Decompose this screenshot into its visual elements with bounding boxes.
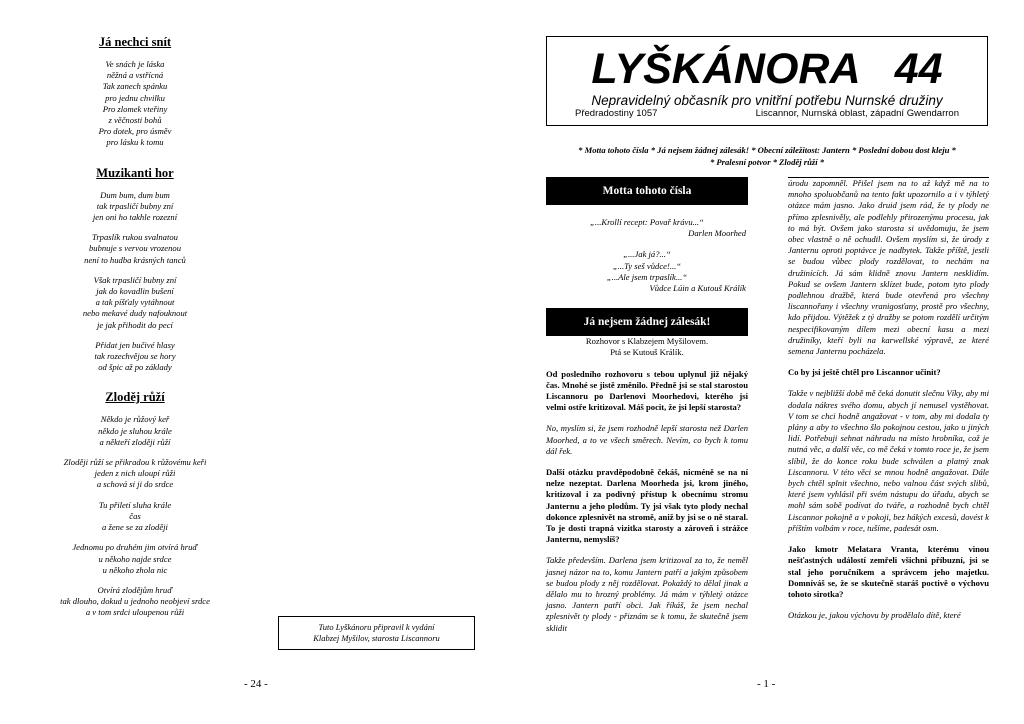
poem-line: tak rozechvějou se hory xyxy=(94,351,176,362)
quote-author: Darlen Moorhed xyxy=(688,228,746,239)
quote-line: „...Krollí recept: Povař krávu...“ xyxy=(590,217,704,227)
credit-line: Klabzej Myšilov, starosta Liscannoru xyxy=(313,633,440,643)
interview-question: Jako kmotr Melatara Vranta, kterému vinou nešťastných událostí zemřeli všichni příbuzní, jsi se stal jeho poručníkem a správcem jeho majetku. Domníváš se, že se skutečně staráš poctivě o výchovu tohoto sirotka? xyxy=(788,544,989,599)
motto-quote-2 xyxy=(546,249,748,294)
poem-line: a v tom srdci uloupenou růži xyxy=(85,607,185,618)
interview-heading: Já nejsem žádnej zálesák! xyxy=(546,308,748,336)
contents-line xyxy=(546,145,988,168)
poem-stanza xyxy=(40,275,230,331)
poem-title: Zloděj růží xyxy=(105,390,165,405)
poem-line: Pro dotek, pro úsměv xyxy=(98,126,172,137)
poem-line: jeden z nich uloupí růži xyxy=(94,468,176,479)
poem-line: a tak píšťaly vytáhnout xyxy=(95,297,175,308)
editor-credit-box xyxy=(278,616,475,650)
interview-answer: No, myslím si, že jsem rozhodně lepší starosta než Darlen Moorhed, a to ve všech směrech. Nevím, co bych k tomu dál řek. xyxy=(546,423,748,456)
poem-line: Někdo je růžový keř xyxy=(100,414,170,425)
poem-stanza xyxy=(40,585,230,619)
quote-line: „...Jak já?...“ xyxy=(623,249,671,260)
poem-line: bubnuje s vervou vrozenou xyxy=(88,243,182,254)
poem xyxy=(40,34,230,149)
interview-answer: Takže především. Darlena jsem kritizoval za to, že neměl jasnej názor na to, komu Jantern patří a jakým způsobem se budou plody z něj rozdělovat. Pokaždý to dělal jinak a dělalo mu to hrozný problémy. Já mám v týhletý otázce jasno. Jantern patří obci. Jak říkáš, že jsem nechal zplesnivět ty plody - přiznám se k tomu, že skutečně jsem sklidit xyxy=(546,555,748,633)
poem-line: a schová si ji do srdce xyxy=(96,479,174,490)
poem-stanza xyxy=(40,414,230,448)
quote-line: „...Ty seš vůdce!...“ xyxy=(612,260,682,271)
poem-line: někdo je sluhou krále xyxy=(98,425,172,436)
poem-line: tak trpasličí bubny zní xyxy=(96,200,174,211)
interview-question: Co by jsi ještě chtěl pro Liscannor učinit? xyxy=(788,367,941,378)
credit-line: Tuto Lyškánoru připravil k vydání xyxy=(318,622,435,632)
masthead xyxy=(546,36,988,126)
poem-line: a někteří zloději růží xyxy=(99,436,171,447)
poem-line: Však trpasličí bubny zní xyxy=(93,274,177,285)
quote-line: „...Ale jsem trpaslík...“ xyxy=(606,271,688,282)
poem-stanza xyxy=(40,340,230,374)
poem-line: od špic až po základy xyxy=(98,362,172,373)
poem xyxy=(40,165,230,374)
poem-line: jen oni ho takhle rozezní xyxy=(92,212,178,223)
poem-line: něžná a vstřícná xyxy=(106,70,164,81)
contents-row: * Pralesní potvor * Zloděj růží * xyxy=(709,156,825,167)
poem-line: Jednomu po druhém jim otvírá hruď xyxy=(72,542,198,553)
poem-title: Já nechci snít xyxy=(98,35,172,49)
poem-line: pro lásku k tomu xyxy=(106,137,164,148)
interview-subline xyxy=(546,336,748,358)
masthead-info-row xyxy=(547,108,987,120)
poem-line: Tak zanech spánku xyxy=(102,81,168,92)
subline-row: Ptá se Kutouš Králík. xyxy=(610,347,684,358)
poem-line: tak dlouho, dokud u jednoho neobjeví srdce xyxy=(60,596,210,607)
poem-line: Ve snách je láska xyxy=(105,59,165,69)
interview-answer: úrodu zapomněl. Přišel jsem na to až když mě na to mnoho spoluobčanů na tento fakt upozornilo a i v týhletý otázce mám jasno. Jako druid jsem rád, že ty plody ne přímo zplesnivěly, ale podlehly přirozenýmu procesu, jak to má být. Ovšem jako starosta si uvědomuju, že jsem obec vlastně o ně ochudil. Ovšem myslím si, že úrody z Janternu oproti poptávce je nadbytek. Takže příště, jestli se budou vůbec plody rozdělovat, to nechám na družinících. Já sám klidně znovu Jantern nesklidím. Pokud se ovšem Jantern sklízet bude, potom tyto plody podlehnou dražbě, která bude otevřená pro všechny liscannořany i všechny vranigosťany, prostě pro všechny, kdo přijdou. Výtěžek z tý dražby se potom rozdělí určitým nespecifikovaným dílem mezi obecní kasu a mezi družiníky, kteří byli na karwellské výpravě, ze které semena Janternu pocházela. xyxy=(788,178,989,357)
poem-stanza xyxy=(40,542,230,576)
quote-author: Vůdce Lúin a Kutouš Králík xyxy=(649,283,746,294)
poem-line: u někoho najde srdce xyxy=(98,553,172,564)
interview-answer: Takže v nejbližší době mě čeká donutit slečnu Víky, aby mi dodala nákres svého domu, abych jí nemusel vystěhovat. V tom se chci hodně angažovat - v tom, aby mi dodala ty plány a aby to všechno šlo pokojnou cestou, jako u jiných lidí. Potřebuji sehnat náhradu na místo hrobníka, což je nutná věc, a další věc, co mě čeká v tomto roce je, že jsem slíbil, že do konce roku bude schválen a platný znak Liscannoru. V této věci se mnou hodně angažovat. Dále bych chtěl splnit všechno, nebo valnou část svých slibů, které jsem vyhlásil při svém nástupu do úřadu, abych se mohl sám sobě podívat do tváře, a rozhodně bych chtěl Liscannor pokojně a v pokoji, bez hákých excesů, dovést k příštím volbám v roce, tušíme, padesát osm. xyxy=(788,388,989,533)
poem-line: Pro zlomek vteřiny xyxy=(102,103,168,114)
poem-stanza xyxy=(40,232,230,266)
column-right xyxy=(788,177,989,621)
poem xyxy=(40,389,230,618)
poem-title: Muzikanti hor xyxy=(96,165,174,180)
poem-stanza xyxy=(40,500,230,534)
poem-line: jak do kovadlin bušení xyxy=(96,286,174,297)
poem-line: Tu přiletí sluha krále xyxy=(98,499,172,510)
column-left xyxy=(546,177,748,634)
poem-line: Otvírá zlodějům hruď xyxy=(97,584,173,595)
poem-line: Zloději růží se přikradou k růžovému keři xyxy=(63,457,207,468)
poem-stanza xyxy=(40,190,230,224)
interview-text-right xyxy=(788,178,989,621)
poem-column xyxy=(40,34,230,628)
interview-text-left xyxy=(546,369,748,634)
poem-line: z věčnosti bohů xyxy=(108,115,162,126)
issue-date: Předradostiny 1057 xyxy=(575,108,658,119)
poem-stanza xyxy=(40,59,230,149)
poem-line: není to hudba krásných tanců xyxy=(84,254,186,265)
newsletter-subtitle: Nepravidelný občasník pro vnitřní potřebu Nurnské družiny xyxy=(591,93,943,108)
poem-line: čas xyxy=(129,510,141,521)
page-number-left: - 24 - xyxy=(244,678,268,690)
poem-line: a žene se za zloději xyxy=(102,522,168,533)
motto-heading: Motta tohoto čísla xyxy=(546,177,748,205)
newsletter-title: LYŠKÁNORA 44 xyxy=(591,45,943,93)
motto-quote-1 xyxy=(546,217,748,239)
poem-line: Trpaslík rukou svalnatou xyxy=(92,232,178,243)
poem-line: pro jednu chvilku xyxy=(105,92,165,103)
poem-line: u někoho zhola nic xyxy=(102,564,168,575)
interview-question: Další otázku pravděpodobně čekáš, nicméně se na ní nelze nezeptat. Darlena Moorheda jsi, krom jiného, kritizoval i za podivný přístup k obecnímu stromu Janternu a jeho plodům. Ty jsi však tyto plody nechal dokonce zplesnivět na stromě, aniž by jsi se o ně staral. To je dosti trapná vizitka starosty a zároveň i strážce Janternu, nemyslíš? xyxy=(546,467,748,545)
poem-line: Dum bum, dum bum xyxy=(100,189,170,200)
contents-row: * Motta tohoto čísla * Já nejsem žádnej zálesák! * Obecní záležitost: Jantern * Poslední dobou dost kleju * xyxy=(578,145,956,155)
interview-answer: Otázkou je, jakou výchovu by prodělalo dítě, které xyxy=(788,610,961,621)
poem-line: Přidat jen bučivé hlasy xyxy=(95,339,175,350)
poem-stanza xyxy=(40,457,230,491)
interview-question: Od posledního rozhovoru s tebou uplynul již nějaký čas. Mnohé se jistě změnilo. Předně jsi se stal starostou Liscannoru po Darlenovi Moorhedovi, kterého jsi velmi ostře kritizoval. Máš pocit, že jsi lepší starosta? xyxy=(546,368,748,413)
poem-line: je jak přihodit do pecí xyxy=(97,319,173,330)
page-number-right: - 1 - xyxy=(757,678,776,690)
issue-place: Liscannor, Nurnská oblast, západní Gwendarron xyxy=(755,108,959,119)
subline-row: Rozhovor s Klabzejem Myšilovem. xyxy=(585,336,709,347)
poem-line: nebo mekavé dudy nafouknout xyxy=(82,308,188,319)
